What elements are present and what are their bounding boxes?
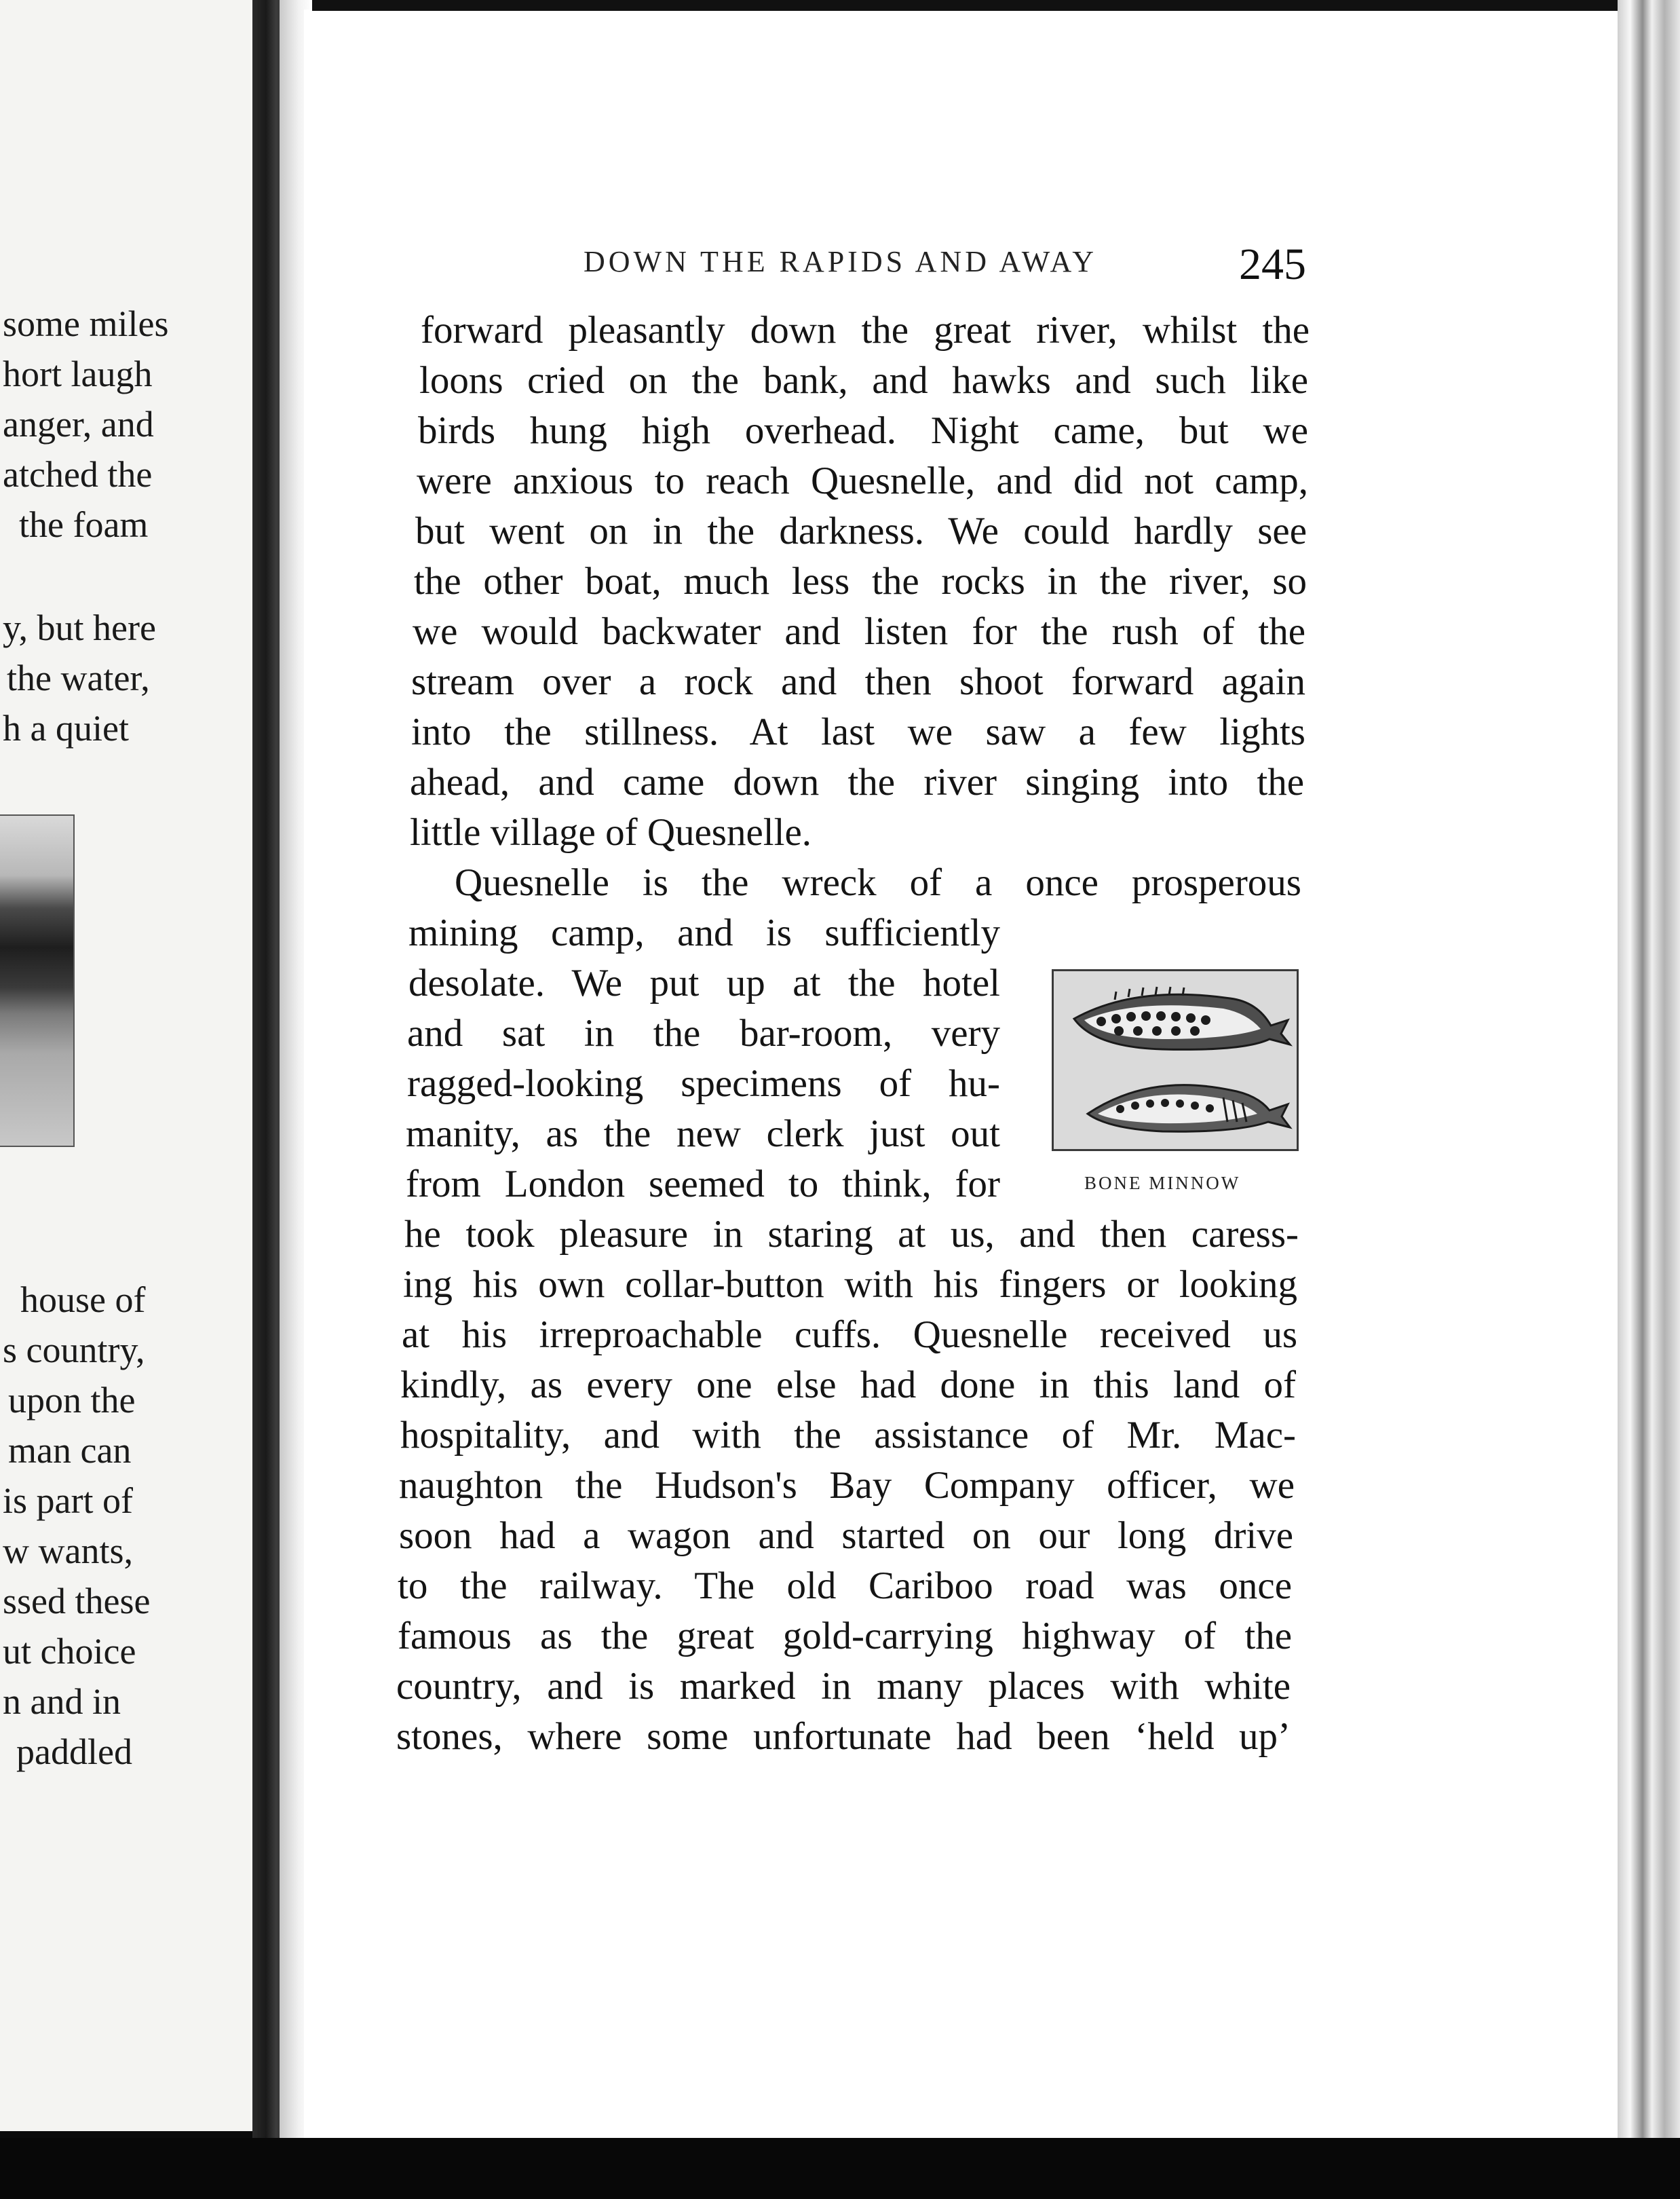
text-line: we would backwater and listen for the rush of the bbox=[413, 610, 1305, 653]
text-line: were anxious to reach Quesnelle, and did not camp, bbox=[417, 459, 1308, 502]
text-line: hospitality, and with the assistance of Mr. Mac- bbox=[400, 1414, 1296, 1456]
text-line: birds hung high overhead. Night came, but we bbox=[418, 409, 1308, 452]
text-line: forward pleasantly down the great river, whilst the bbox=[421, 309, 1310, 352]
text-line: to the railway. The old Cariboo road was once bbox=[398, 1564, 1292, 1607]
text-line: desolate. We put up at the hotel bbox=[408, 962, 1000, 1004]
text-line: loons cried on the bank, and hawks and such like bbox=[419, 359, 1308, 402]
left-fragment: w wants, bbox=[3, 1530, 133, 1571]
left-fragment: atched the bbox=[3, 454, 153, 495]
left-fragment: the water, bbox=[7, 658, 150, 698]
minnow-lures-drawing bbox=[1054, 971, 1297, 1149]
text-line: kindly, as every one else had done in this land of bbox=[400, 1364, 1296, 1406]
text-line: country, and is marked in many places with white bbox=[396, 1665, 1291, 1708]
text-line: naughton the Hudson's Bay Company officer, we bbox=[399, 1464, 1295, 1507]
left-fragment: ssed these bbox=[3, 1581, 151, 1621]
text-line: Quesnelle is the wreck of a once prosperous bbox=[455, 861, 1301, 904]
page-block-edge bbox=[1618, 0, 1680, 2199]
text-line: ahead, and came down the river singing into the bbox=[410, 761, 1304, 804]
left-fragment: s country, bbox=[3, 1330, 145, 1370]
left-page-photo bbox=[0, 814, 75, 1147]
text-line: manity, as the new clerk just out bbox=[406, 1112, 1000, 1155]
text-line: little village of Quesnelle. bbox=[410, 811, 812, 854]
figure-caption: BONE MINNOW bbox=[1084, 1173, 1241, 1193]
left-fragment: anger, and bbox=[3, 404, 154, 445]
page-number: 245 bbox=[1239, 240, 1306, 289]
left-fragment: man can bbox=[8, 1430, 132, 1471]
text-line: but went on in the darkness. We could hardly see bbox=[415, 510, 1307, 552]
text-line: stones, where some unfortunate had been ‘held up’ bbox=[396, 1715, 1291, 1758]
text-line: at his irreproachable cuffs. Quesnelle received us bbox=[402, 1313, 1297, 1356]
text-line: into the stillness. At last we saw a few lights bbox=[411, 711, 1305, 753]
left-fragment: ut choice bbox=[3, 1631, 136, 1672]
left-page bbox=[0, 0, 256, 2131]
left-fragment: paddled bbox=[16, 1731, 132, 1772]
running-head: DOWN THE RAPIDS AND AWAY bbox=[584, 245, 1097, 278]
text-line: and sat in the bar-room, very bbox=[407, 1012, 1000, 1055]
left-fragment: n and in bbox=[3, 1681, 121, 1722]
text-line: ing his own collar-button with his fingers or looking bbox=[403, 1263, 1297, 1306]
bottom-edge bbox=[0, 2138, 1680, 2199]
text-line: from London seemed to think, for bbox=[406, 1163, 1000, 1205]
left-fragment: house of bbox=[20, 1279, 146, 1320]
text-line: the other boat, much less the rocks in the river, so bbox=[414, 560, 1307, 603]
left-fragment: some miles bbox=[3, 303, 169, 344]
left-fragment: the foam bbox=[19, 504, 149, 545]
left-fragment: is part of bbox=[3, 1480, 133, 1521]
left-fragment: hort laugh bbox=[3, 354, 153, 394]
text-line: he took pleasure in staring at us, and then caress- bbox=[404, 1213, 1299, 1256]
text-line: ragged-looking specimens of hu- bbox=[407, 1062, 1000, 1105]
text-line: stream over a rock and then shoot forward again bbox=[411, 660, 1305, 703]
left-fragment: h a quiet bbox=[3, 708, 129, 749]
text-line: soon had a wagon and started on our long drive bbox=[399, 1514, 1293, 1557]
bone-minnow-illustration bbox=[1052, 969, 1299, 1151]
left-fragment: upon the bbox=[8, 1380, 136, 1421]
top-edge bbox=[312, 0, 1628, 11]
text-line: mining camp, and is sufficiently bbox=[408, 911, 1000, 954]
left-fragment: y, but here bbox=[3, 607, 156, 648]
text-line: famous as the great gold-carrying highway of the bbox=[398, 1615, 1292, 1657]
